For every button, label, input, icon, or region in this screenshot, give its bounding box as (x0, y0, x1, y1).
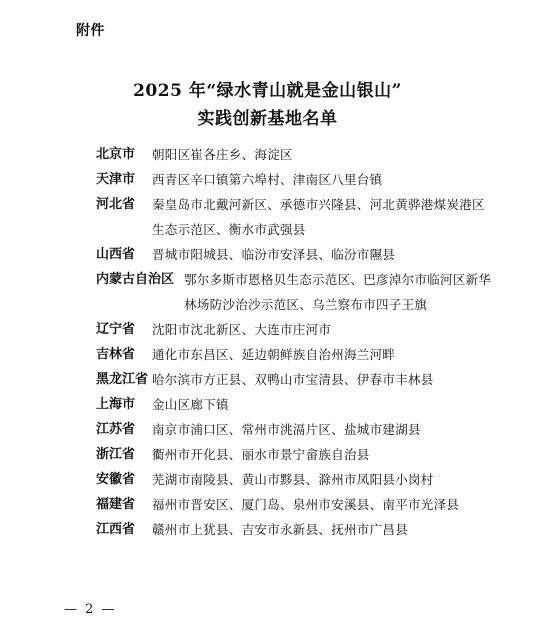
region-places: 通化市东昌区、延边朝鲜族自治州海兰河畔 (152, 347, 396, 362)
list-item (96, 517, 496, 542)
region-name: 安徽省 (96, 472, 136, 487)
region-name: 山西省 (96, 247, 136, 262)
region-places: 哈尔滨市方正县、双鸭山市宝清县、伊春市丰林县 (152, 372, 434, 387)
region-name: 上海市 (96, 397, 136, 412)
region-places: 朝阳区崔各庄乡、海淀区 (152, 147, 293, 162)
region-places: 芜湖市南陵县、黄山市黟县、滁州市凤阳县小岗村 (152, 472, 434, 487)
region-places: 秦皇岛市北戴河新区、承德市兴隆县、河北黄骅港煤炭港区生态示范区、衡水市武强县 (152, 197, 485, 237)
region-name: 内蒙古自治区 (96, 272, 175, 287)
region-places: 西青区辛口镇第六埠村、津南区八里台镇 (152, 172, 383, 187)
attachment-label: 附件 (76, 23, 105, 39)
base-list (96, 142, 496, 542)
list-item (96, 142, 496, 167)
region-name: 黑龙江省 (96, 372, 149, 387)
list-item (96, 317, 496, 342)
region-places: 沈阳市沈北新区、大连市庄河市 (152, 322, 332, 337)
list-item (96, 392, 496, 417)
region-name: 江西省 (96, 522, 136, 537)
list-item (96, 492, 496, 517)
region-places: 衢州市开化县、丽水市景宁畲族自治县 (152, 447, 370, 462)
region-places: 金山区廊下镇 (152, 397, 229, 412)
region-places: 福州市晋安区、厦门岛、泉州市安溪县、南平市光泽县 (152, 497, 460, 512)
region-name: 辽宁省 (96, 322, 136, 337)
list-item (96, 442, 496, 467)
list-item (96, 167, 496, 192)
region-name: 北京市 (96, 147, 136, 162)
list-item (96, 242, 496, 267)
list-item (96, 467, 496, 492)
region-name: 江苏省 (96, 422, 136, 437)
region-places: 南京市浦口区、常州市洮滆片区、盐城市建湖县 (152, 422, 421, 437)
region-places: 赣州市上犹县、吉安市永新县、抚州市广昌县 (152, 522, 409, 537)
region-name: 吉林省 (96, 347, 136, 362)
list-item (96, 417, 496, 442)
list-item (96, 342, 496, 367)
region-places: 晋城市阳城县、临汾市安泽县、临汾市隰县 (152, 247, 396, 262)
list-item (96, 367, 496, 392)
document-subtitle: 实践创新基地名单 (197, 109, 338, 129)
region-name: 河北省 (96, 197, 136, 212)
page-number: — 2 — (64, 602, 117, 617)
region-name: 浙江省 (96, 447, 136, 462)
list-item (96, 267, 496, 317)
region-name: 福建省 (96, 497, 136, 512)
list-item (96, 192, 496, 242)
document-title: 2025 年“绿水青山就是金山银山” (133, 81, 402, 101)
region-places: 鄂尔多斯市恩格贝生态示范区、巴彦淖尔市临河区新华林场防沙治沙示范区、乌兰察布市四子王旗 (184, 272, 492, 312)
region-name: 天津市 (96, 172, 136, 187)
